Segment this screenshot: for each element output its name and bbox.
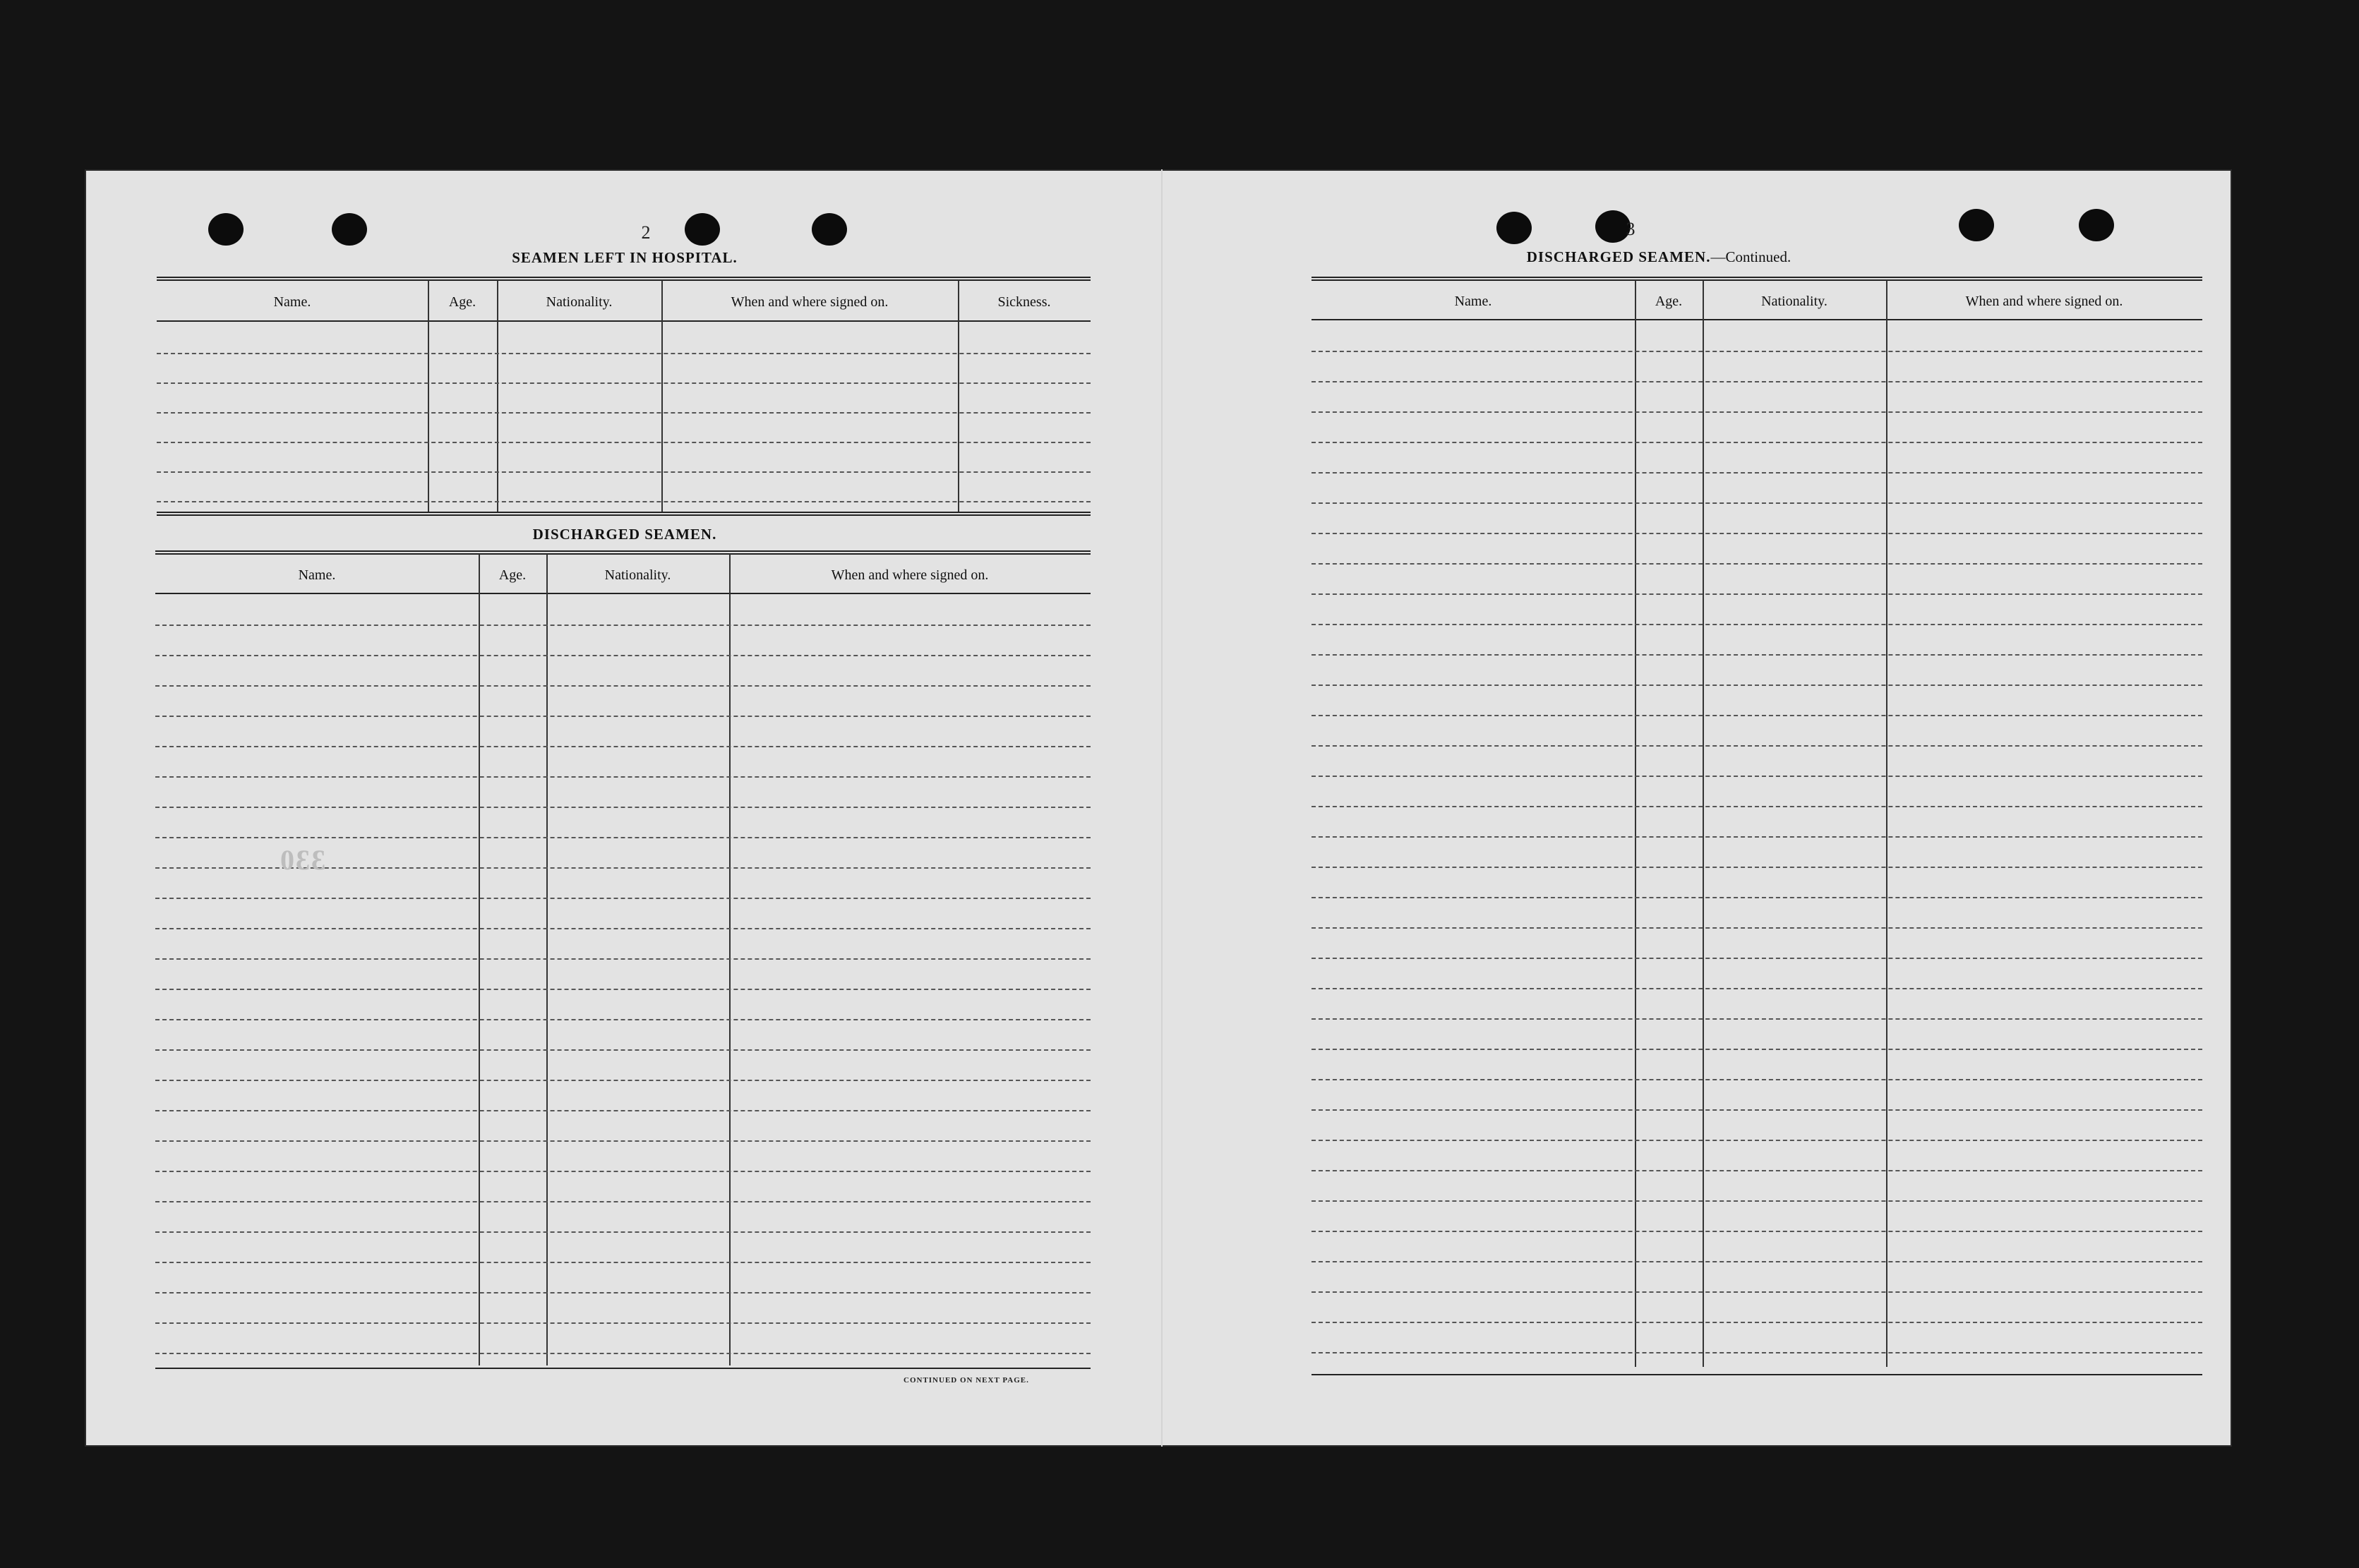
- table-row: [1311, 1261, 2202, 1262]
- table-row: [1311, 563, 2202, 565]
- col-header-age: Age.: [498, 567, 527, 583]
- table-row: [1311, 958, 2202, 959]
- page-number: 3: [1626, 219, 1635, 239]
- table-row: [155, 1140, 1091, 1142]
- table-row: [1311, 533, 2202, 534]
- col-header-when-where: When and where signed on.: [831, 567, 989, 583]
- table-row: [155, 958, 1091, 960]
- table-row: [1311, 927, 2202, 929]
- table-row: [155, 1110, 1091, 1111]
- punch-hole: [1496, 212, 1532, 244]
- col-header-age: Age.: [1655, 294, 1683, 309]
- punch-hole: [332, 213, 367, 246]
- table-row: [155, 716, 1091, 717]
- table-bottom-rule: [1311, 1374, 2202, 1375]
- table-row: [1311, 836, 2202, 838]
- table-row: [155, 1262, 1091, 1263]
- table-row: [1311, 1352, 2202, 1353]
- column-divider: [1703, 280, 1704, 1367]
- table-row: [155, 685, 1091, 687]
- table-row: [155, 625, 1091, 626]
- table-row: [157, 412, 1091, 414]
- table-row: [155, 776, 1091, 778]
- table-row: [155, 989, 1091, 990]
- left-page: [85, 169, 1165, 1447]
- table-row: [1311, 1200, 2202, 1202]
- column-divider: [497, 280, 498, 512]
- table-row: [155, 837, 1091, 838]
- table-row: [1311, 715, 2202, 716]
- column-divider: [428, 280, 429, 512]
- table-row: [155, 1171, 1091, 1172]
- punch-hole: [208, 213, 244, 246]
- page-number: 2: [641, 222, 651, 243]
- faint-stamp-number: 330: [279, 844, 325, 876]
- col-header-when-where: When and where signed on.: [731, 294, 889, 310]
- table-row: [1311, 381, 2202, 382]
- right-page: [1165, 169, 2232, 1447]
- col-header-nationality: Nationality.: [546, 294, 613, 310]
- punch-hole: [812, 213, 847, 246]
- col-header-nationality: Nationality.: [604, 567, 671, 583]
- header-rule: [155, 593, 1091, 594]
- table-row: [157, 442, 1091, 443]
- table-row: [1311, 1291, 2202, 1293]
- table-row: [1311, 624, 2202, 625]
- table-row: [155, 898, 1091, 899]
- discharged-continued-title: [1433, 248, 1885, 266]
- column-divider: [546, 554, 548, 1365]
- table-row: [157, 501, 1091, 502]
- ledger-sheet: [85, 169, 2232, 1447]
- col-header-sickness: Sickness.: [997, 294, 1051, 310]
- table-row: [155, 928, 1091, 929]
- discharged-table-right: [1311, 277, 2202, 1374]
- table-row: [155, 746, 1091, 747]
- table-top-rule: [1311, 277, 2202, 281]
- column-divider: [661, 280, 663, 512]
- table-row: [1311, 685, 2202, 686]
- table-row: [1311, 897, 2202, 898]
- discharged-table-left: [155, 550, 1091, 1369]
- punch-hole: [685, 213, 720, 246]
- table-row: [1311, 1049, 2202, 1050]
- table-row: [157, 471, 1091, 473]
- continued-footnote: CONTINUED ON NEXT PAGE.: [904, 1376, 1029, 1385]
- header-rule: [1311, 319, 2202, 320]
- punch-hole: [1959, 209, 1994, 241]
- table-row: [1311, 1109, 2202, 1111]
- table-row: [1311, 1322, 2202, 1323]
- table-row: [1311, 472, 2202, 474]
- title-text: DISCHARGED SEAMEN.: [1526, 248, 1711, 265]
- table-row: [1311, 1018, 2202, 1020]
- col-header-name: Name.: [1454, 294, 1492, 309]
- table-bottom-rule: [155, 1368, 1091, 1369]
- table-row: [1311, 806, 2202, 807]
- page-fold: [1161, 169, 1163, 1447]
- table-row: [155, 1201, 1091, 1202]
- table-row: [155, 1231, 1091, 1233]
- table-row: [155, 1019, 1091, 1020]
- column-divider: [958, 280, 959, 512]
- table-row: [1311, 654, 2202, 656]
- table-row: [155, 1049, 1091, 1051]
- table-row: [1311, 988, 2202, 989]
- column-divider: [1635, 280, 1636, 1367]
- column-divider: [479, 554, 480, 1365]
- punch-hole: [2079, 209, 2114, 241]
- table-row: [1311, 1079, 2202, 1080]
- col-header-age: Age.: [448, 294, 476, 310]
- discharged-section-title: DISCHARGED SEAMEN.: [532, 526, 717, 543]
- table-row: [1311, 745, 2202, 747]
- table-row: [1311, 1140, 2202, 1141]
- table-row: [1311, 411, 2202, 413]
- table-top-rule: [155, 550, 1091, 555]
- table-top-rule: [157, 277, 1091, 281]
- table-row: [1311, 351, 2202, 352]
- hospital-table: [157, 277, 1091, 517]
- table-row: [1311, 867, 2202, 868]
- table-row: [1311, 593, 2202, 595]
- header-rule: [157, 320, 1091, 322]
- table-row: [1311, 442, 2202, 443]
- table-row: [155, 1080, 1091, 1081]
- table-row: [1311, 776, 2202, 777]
- col-header-name: Name.: [273, 294, 311, 310]
- table-row: [1311, 1170, 2202, 1171]
- col-header-name: Name.: [298, 567, 336, 583]
- table-row: [155, 1292, 1091, 1293]
- table-row: [155, 655, 1091, 656]
- column-divider: [729, 554, 731, 1365]
- table-row: [155, 807, 1091, 808]
- table-row: [155, 1353, 1091, 1354]
- table-row: [155, 1322, 1091, 1324]
- col-header-when-where: When and where signed on.: [1965, 294, 2123, 309]
- table-bottom-rule: [157, 512, 1091, 516]
- col-header-nationality: Nationality.: [1761, 294, 1827, 309]
- table-row: [157, 353, 1091, 354]
- table-row: [1311, 1231, 2202, 1232]
- title-continued: —Continued.: [1710, 248, 1791, 265]
- table-row: [1311, 502, 2202, 504]
- column-divider: [1886, 280, 1887, 1367]
- table-row: [157, 382, 1091, 384]
- hospital-section-title: SEAMEN LEFT IN HOSPITAL.: [512, 249, 738, 266]
